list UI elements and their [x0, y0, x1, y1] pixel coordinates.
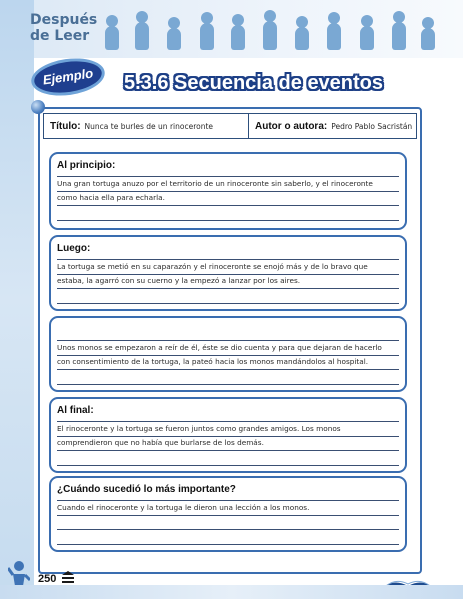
page-title: 5.3.6 Secuencia de eventos — [124, 72, 384, 94]
panel-key-moment — [49, 476, 407, 552]
answer-line: estaba, la agarró con su cuerno y la empezó a lanzar por los aires. — [57, 274, 399, 289]
decorative-wave-strip — [0, 0, 34, 599]
panel-beginning — [49, 152, 407, 230]
panel-label: ¿Cuándo sucedió lo más importante? — [57, 484, 236, 495]
panel-label: Al principio: — [57, 160, 116, 171]
panel-then — [49, 235, 407, 311]
panel-middle — [49, 316, 407, 392]
answer-line: El rinoceronte y la tortuga se fueron juntos como grandes amigos. Los monos — [57, 421, 399, 437]
panel-end — [49, 397, 407, 473]
panel-label: Al final: — [57, 405, 94, 416]
title-cell — [44, 114, 249, 138]
bottom-wave-decoration — [0, 585, 463, 599]
page-number: 250 — [38, 573, 57, 585]
title-label: Título: — [50, 120, 81, 132]
answer-line — [57, 206, 399, 221]
author-label: Autor o autora: — [255, 120, 328, 132]
section-label: Después de Leer — [30, 12, 98, 44]
answer-line: La tortuga se metió en su caparazón y el rinoceronte se enojó más y de lo bravo que — [57, 259, 399, 275]
example-badge — [32, 57, 104, 96]
pin-icon — [31, 100, 45, 114]
answer-line: como hacia ella para echarla. — [57, 191, 399, 206]
answer-line: Una gran tortuga anuzo por el territorio de un rinoceronte sin saberlo, y el rinoceronte — [57, 176, 399, 192]
panel-label: Luego: — [57, 243, 91, 254]
answer-line — [57, 370, 399, 385]
book-info-row — [43, 113, 417, 139]
answer-line — [57, 530, 399, 545]
children-silhouettes-illustration — [105, 8, 435, 50]
title-value: Nunca te burles de un rinoceronte — [84, 121, 214, 131]
answer-line: comprendieron que no había que burlarse de los demás. — [57, 436, 399, 451]
author-value: Pedro Pablo Sacristán — [331, 121, 413, 131]
answer-line — [57, 451, 399, 466]
example-badge-label: Ejemplo — [41, 65, 95, 88]
author-cell — [249, 114, 412, 138]
answer-line: Unos monos se empezaron a reír de él, éste se dio cuenta y para que dejaran de hacerlo — [57, 340, 399, 356]
answer-line — [57, 289, 399, 304]
answer-line: Cuando el rinoceronte y la tortuga le dieron una lección a los monos. — [57, 500, 399, 516]
answer-line — [57, 515, 399, 530]
answer-line: con consentimiento de la tortuga, la pateó hacia los monos mandándolos al hospital. — [57, 355, 399, 370]
